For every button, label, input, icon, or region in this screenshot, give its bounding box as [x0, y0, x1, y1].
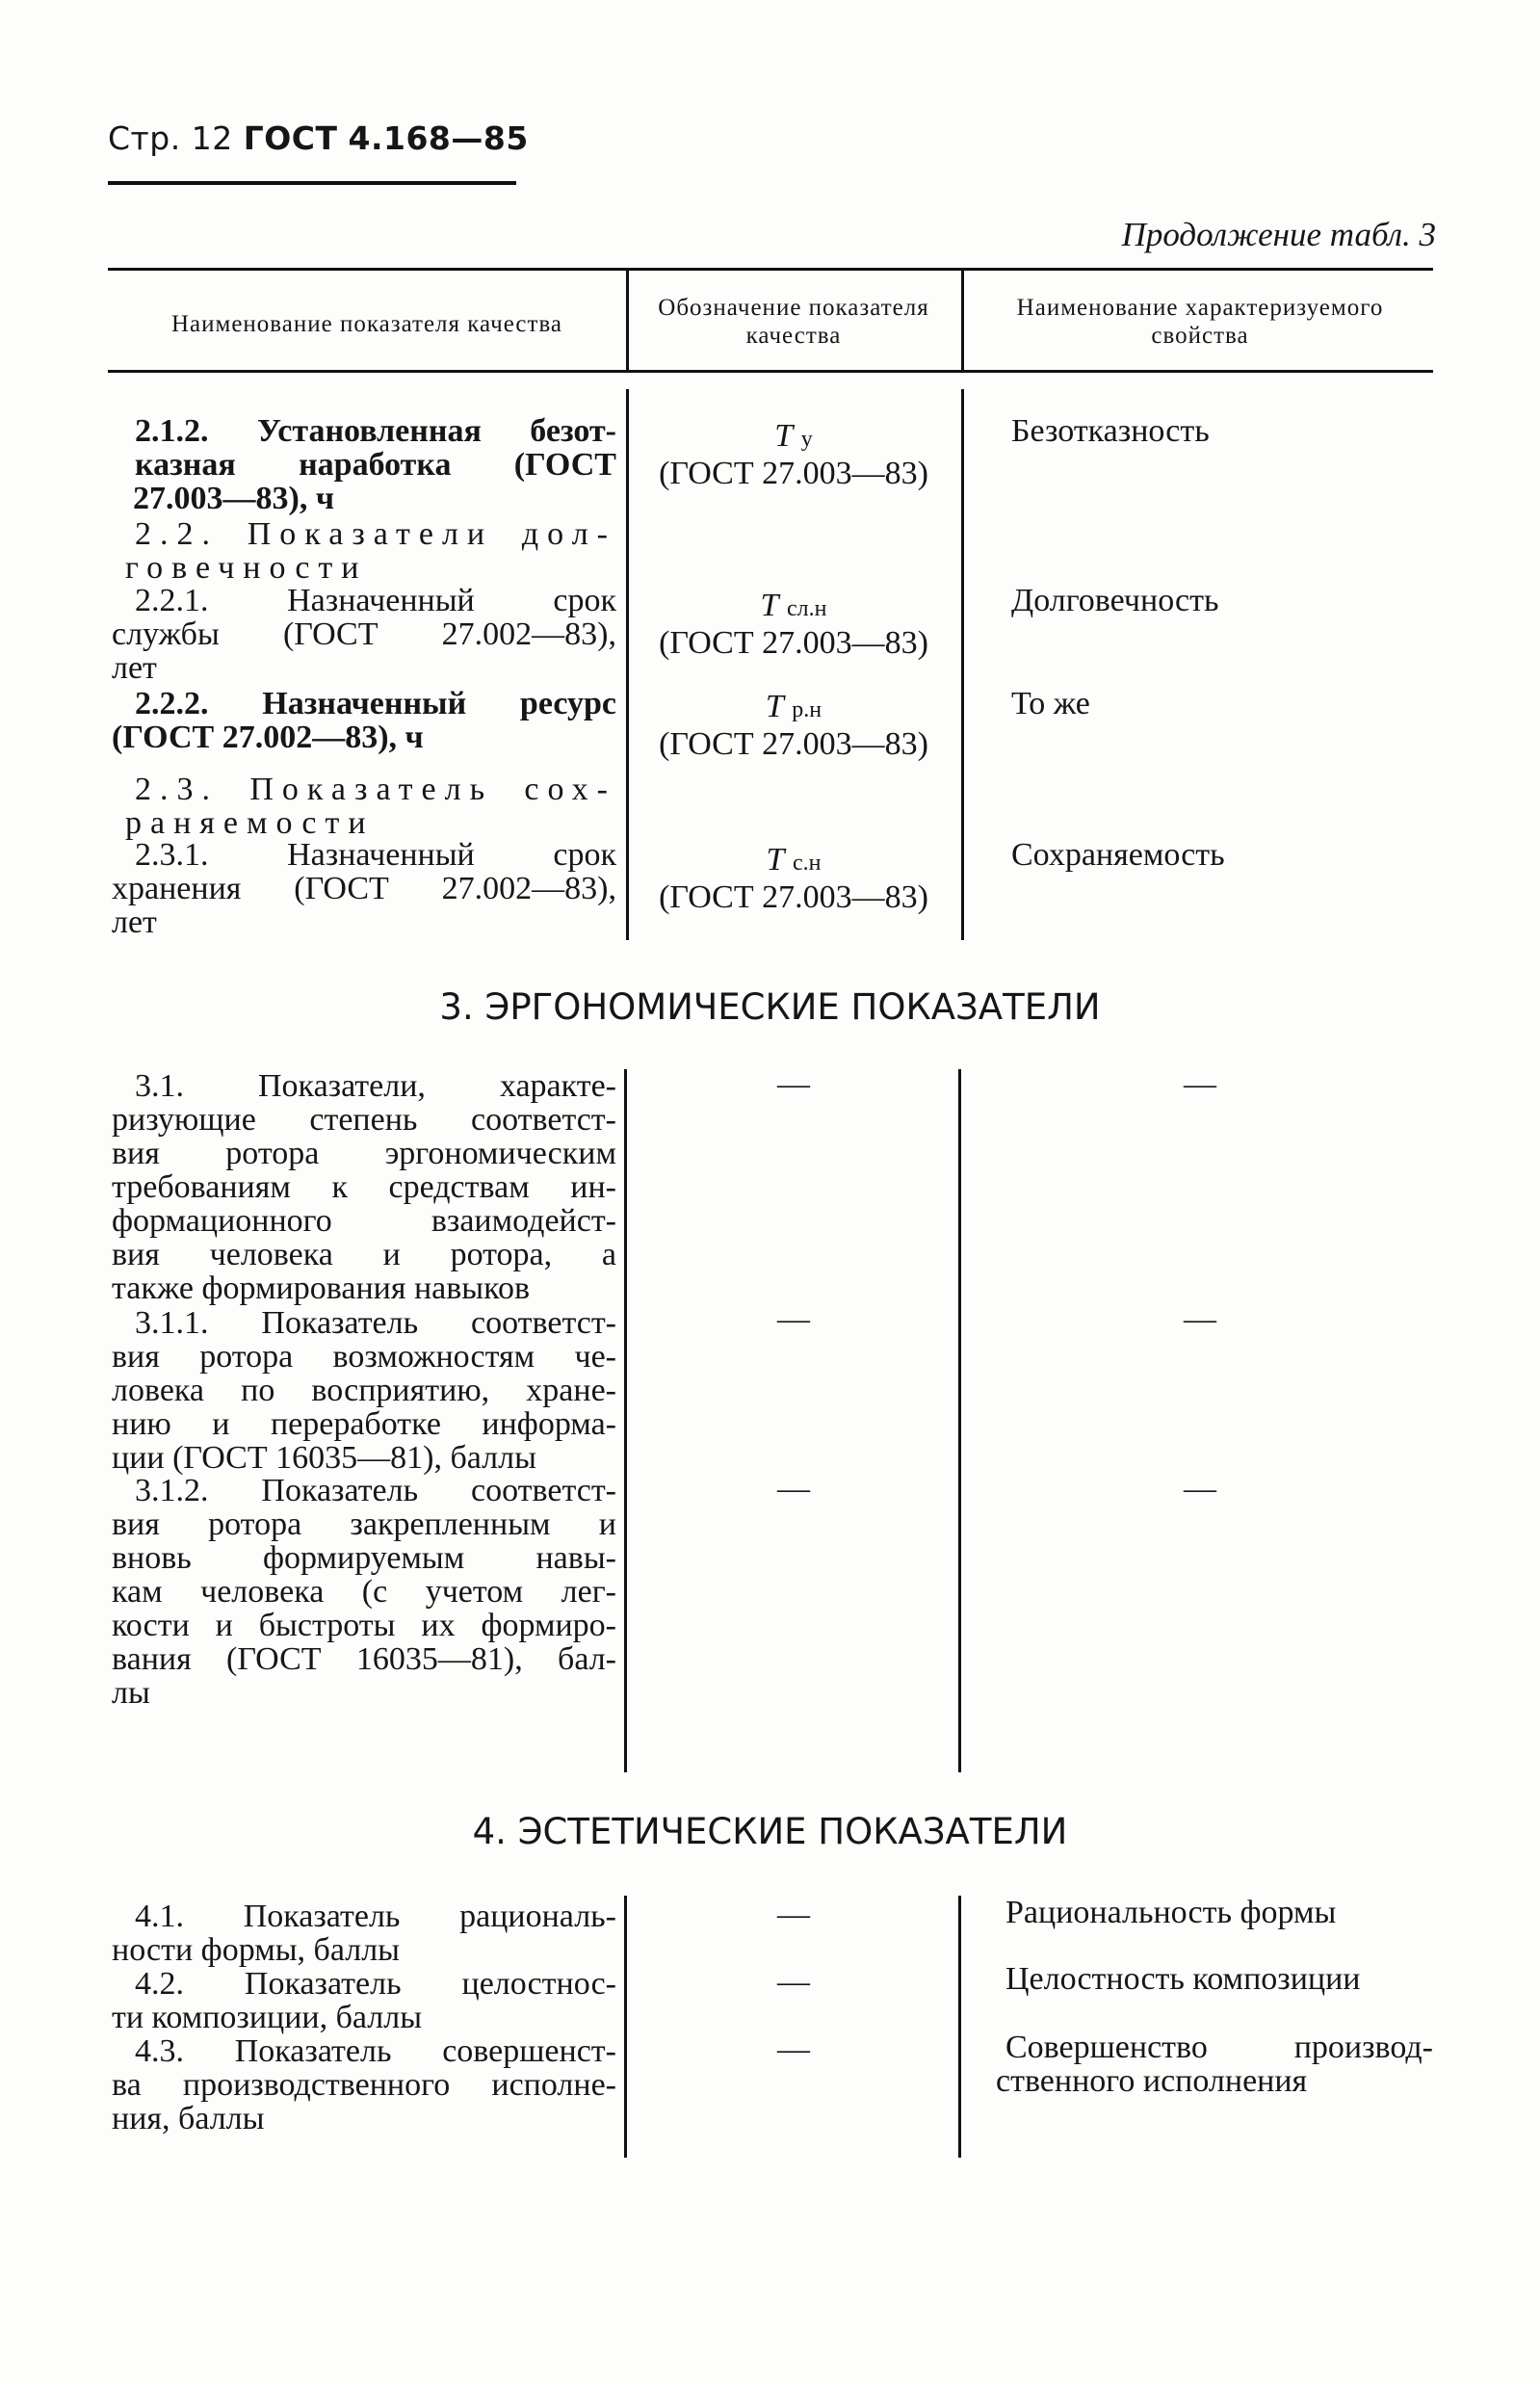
page-number: Стр. 12	[108, 119, 233, 157]
indicator-line: 4.1. Показатель рациональ-	[135, 1899, 616, 1934]
property-4-2: Целостность композиции	[1005, 1961, 1361, 1997]
symbol-subscript: сл.н	[786, 596, 827, 621]
indicator-line: вия ротора закрепленным и	[112, 1506, 616, 1542]
symbol-2-1-2	[632, 419, 955, 490]
body-divider-2	[961, 389, 964, 940]
section-3-divider-1	[624, 1069, 627, 1772]
indicator-line: вия ротора возможностям че-	[112, 1339, 616, 1375]
indicator-line: службы (ГОСТ 27.002—83),	[112, 616, 616, 652]
indicator-line: также формирования навыков	[112, 1271, 530, 1306]
symbol-4-3: —	[777, 2031, 810, 2067]
indicator-4-2	[112, 1966, 616, 2035]
indicator-line: вания (ГОСТ 16035—81), бал-	[112, 1641, 616, 1677]
indicator-line: ловека по восприятию, хране-	[112, 1373, 616, 1408]
column-header-property: Наименование характеризуемого свойства	[1016, 295, 1384, 349]
symbol-subscript: с.н	[792, 851, 822, 876]
indicator-2-3	[125, 772, 616, 841]
property-3-1-1: —	[1184, 1301, 1216, 1337]
property-3-1-2: —	[1184, 1471, 1216, 1506]
symbol-subscript: р.н	[792, 697, 822, 722]
indicator-line: вновь формируемым навы-	[112, 1540, 616, 1576]
symbol-reference: (ГОСТ 27.003—83)	[659, 456, 928, 491]
indicator-4-1	[112, 1899, 616, 1968]
indicator-line: 27.003—83), ч	[133, 481, 334, 516]
symbol-2-2-1	[632, 589, 955, 660]
indicator-line: вия человека и ротора, а	[112, 1237, 616, 1272]
indicator-line: ности формы, баллы	[112, 1932, 401, 1968]
indicator-line: раняемости	[125, 805, 375, 841]
indicator-line: 2.1.2. Установленная безот-	[135, 413, 616, 449]
indicator-line: ния, баллы	[112, 2101, 265, 2136]
property-2-2-2: То же	[1011, 686, 1090, 721]
indicator-3-1	[112, 1068, 616, 1306]
symbol-2-3-1	[632, 843, 955, 914]
indicator-line: (ГОСТ 27.002—83), ч	[112, 720, 424, 755]
symbol-subscript: у	[800, 427, 813, 452]
indicator-line: кам человека (с учетом лег-	[112, 1574, 616, 1610]
column-header-symbol: Обозначение показателя качества	[658, 295, 929, 349]
property-2-1-2: Безотказность	[1011, 413, 1210, 449]
property-3-1: —	[1184, 1066, 1216, 1102]
symbol-3-1-2: —	[777, 1471, 810, 1506]
indicator-line: 2.2.2. Назначенный ресурс	[135, 686, 616, 721]
table-head-rule	[108, 370, 1433, 373]
indicator-line: ти композиции, баллы	[112, 2000, 423, 2035]
property-4-3	[996, 2030, 1433, 2099]
section-4-divider-2	[958, 1896, 961, 2158]
head-divider-1	[626, 271, 629, 370]
symbol-reference: (ГОСТ 27.003—83)	[659, 625, 928, 661]
indicator-line: 2.2. Показатели дол-	[135, 516, 616, 552]
indicator-2-2	[125, 516, 616, 586]
section-4-title: 4. ЭСТЕТИЧЕСКИЕ ПОКАЗАТЕЛИ	[472, 1811, 1068, 1852]
standard-label: ГОСТ	[243, 119, 338, 157]
property-line: Совершенство производ-	[1005, 2030, 1433, 2065]
symbol-reference: (ГОСТ 27.003—83)	[659, 726, 928, 762]
indicator-2-2-2	[112, 686, 616, 755]
indicator-line: ризующие степень соответст-	[112, 1102, 616, 1138]
symbol-2-2-2	[632, 690, 955, 761]
continuation-label: Продолжение табл. 3	[1121, 216, 1436, 253]
indicator-line: 2.3. Показатель сох-	[135, 772, 616, 807]
indicator-line: лет	[112, 650, 157, 686]
property-2-3-1: Сохраняемость	[1011, 837, 1225, 873]
indicator-line: 3.1.1. Показатель соответст-	[135, 1305, 616, 1341]
indicator-line: 2.3.1. Назначенный срок	[135, 837, 616, 873]
indicator-2-3-1	[112, 837, 616, 940]
symbol-4-2: —	[777, 1964, 810, 2000]
body-divider-1	[626, 389, 629, 940]
indicator-line: требованиям к средствам ин-	[112, 1169, 616, 1205]
indicator-2-2-1	[112, 583, 616, 686]
indicator-line: нию и переработке информа-	[112, 1406, 616, 1442]
indicator-line: 3.1. Показатели, характе-	[135, 1068, 616, 1104]
section-3-title: 3. ЭРГОНОМИЧЕСКИЕ ПОКАЗАТЕЛИ	[439, 986, 1101, 1028]
section-4-divider-1	[624, 1896, 627, 2158]
indicator-line: вия ротора эргономическим	[112, 1136, 616, 1171]
symbol-letter: T	[765, 689, 784, 724]
symbol-reference: (ГОСТ 27.003—83)	[659, 879, 928, 915]
symbol-4-1: —	[777, 1897, 810, 1932]
indicator-line: говечности	[125, 550, 368, 586]
indicator-line: лет	[112, 904, 157, 940]
symbol-letter: T	[766, 842, 785, 878]
property-line: ственного исполнения	[996, 2063, 1308, 2099]
column-header-name: Наименование показателя качества	[170, 311, 563, 337]
section-3-divider-2	[958, 1069, 961, 1772]
indicator-line: формационного взаимодейст-	[112, 1203, 616, 1239]
symbol-letter: T	[774, 418, 794, 454]
property-2-2-1: Долговечность	[1011, 583, 1219, 618]
indicator-3-1-1	[112, 1305, 616, 1476]
indicator-4-3	[112, 2033, 616, 2136]
standard-number: 4.168—85	[348, 119, 529, 157]
header-rule	[108, 181, 516, 185]
table-top-rule	[108, 268, 1433, 271]
indicator-line: лы	[112, 1675, 150, 1711]
indicator-line: ции (ГОСТ 16035—81), баллы	[112, 1440, 536, 1476]
indicator-line: кости и быстроты их формиро-	[112, 1608, 616, 1643]
indicator-3-1-2	[112, 1473, 616, 1711]
symbol-3-1-1: —	[777, 1301, 810, 1337]
symbol-letter: T	[760, 588, 779, 623]
indicator-line: 3.1.2. Показатель соответст-	[135, 1473, 616, 1508]
symbol-3-1: —	[777, 1066, 810, 1102]
property-4-1: Рациональность формы	[1005, 1895, 1337, 1930]
indicator-line: 2.2.1. Назначенный срок	[135, 583, 616, 618]
indicator-line: казная наработка (ГОСТ	[135, 447, 616, 483]
indicator-line: ва производственного исполне-	[112, 2067, 616, 2103]
indicator-2-1-2	[135, 414, 616, 515]
indicator-line: 4.2. Показатель целостнос-	[135, 1966, 616, 2002]
indicator-line: 4.3. Показатель совершенст-	[135, 2033, 616, 2069]
page-header	[108, 119, 529, 157]
head-divider-2	[961, 271, 964, 370]
indicator-line: хранения (ГОСТ 27.002—83),	[112, 871, 616, 906]
